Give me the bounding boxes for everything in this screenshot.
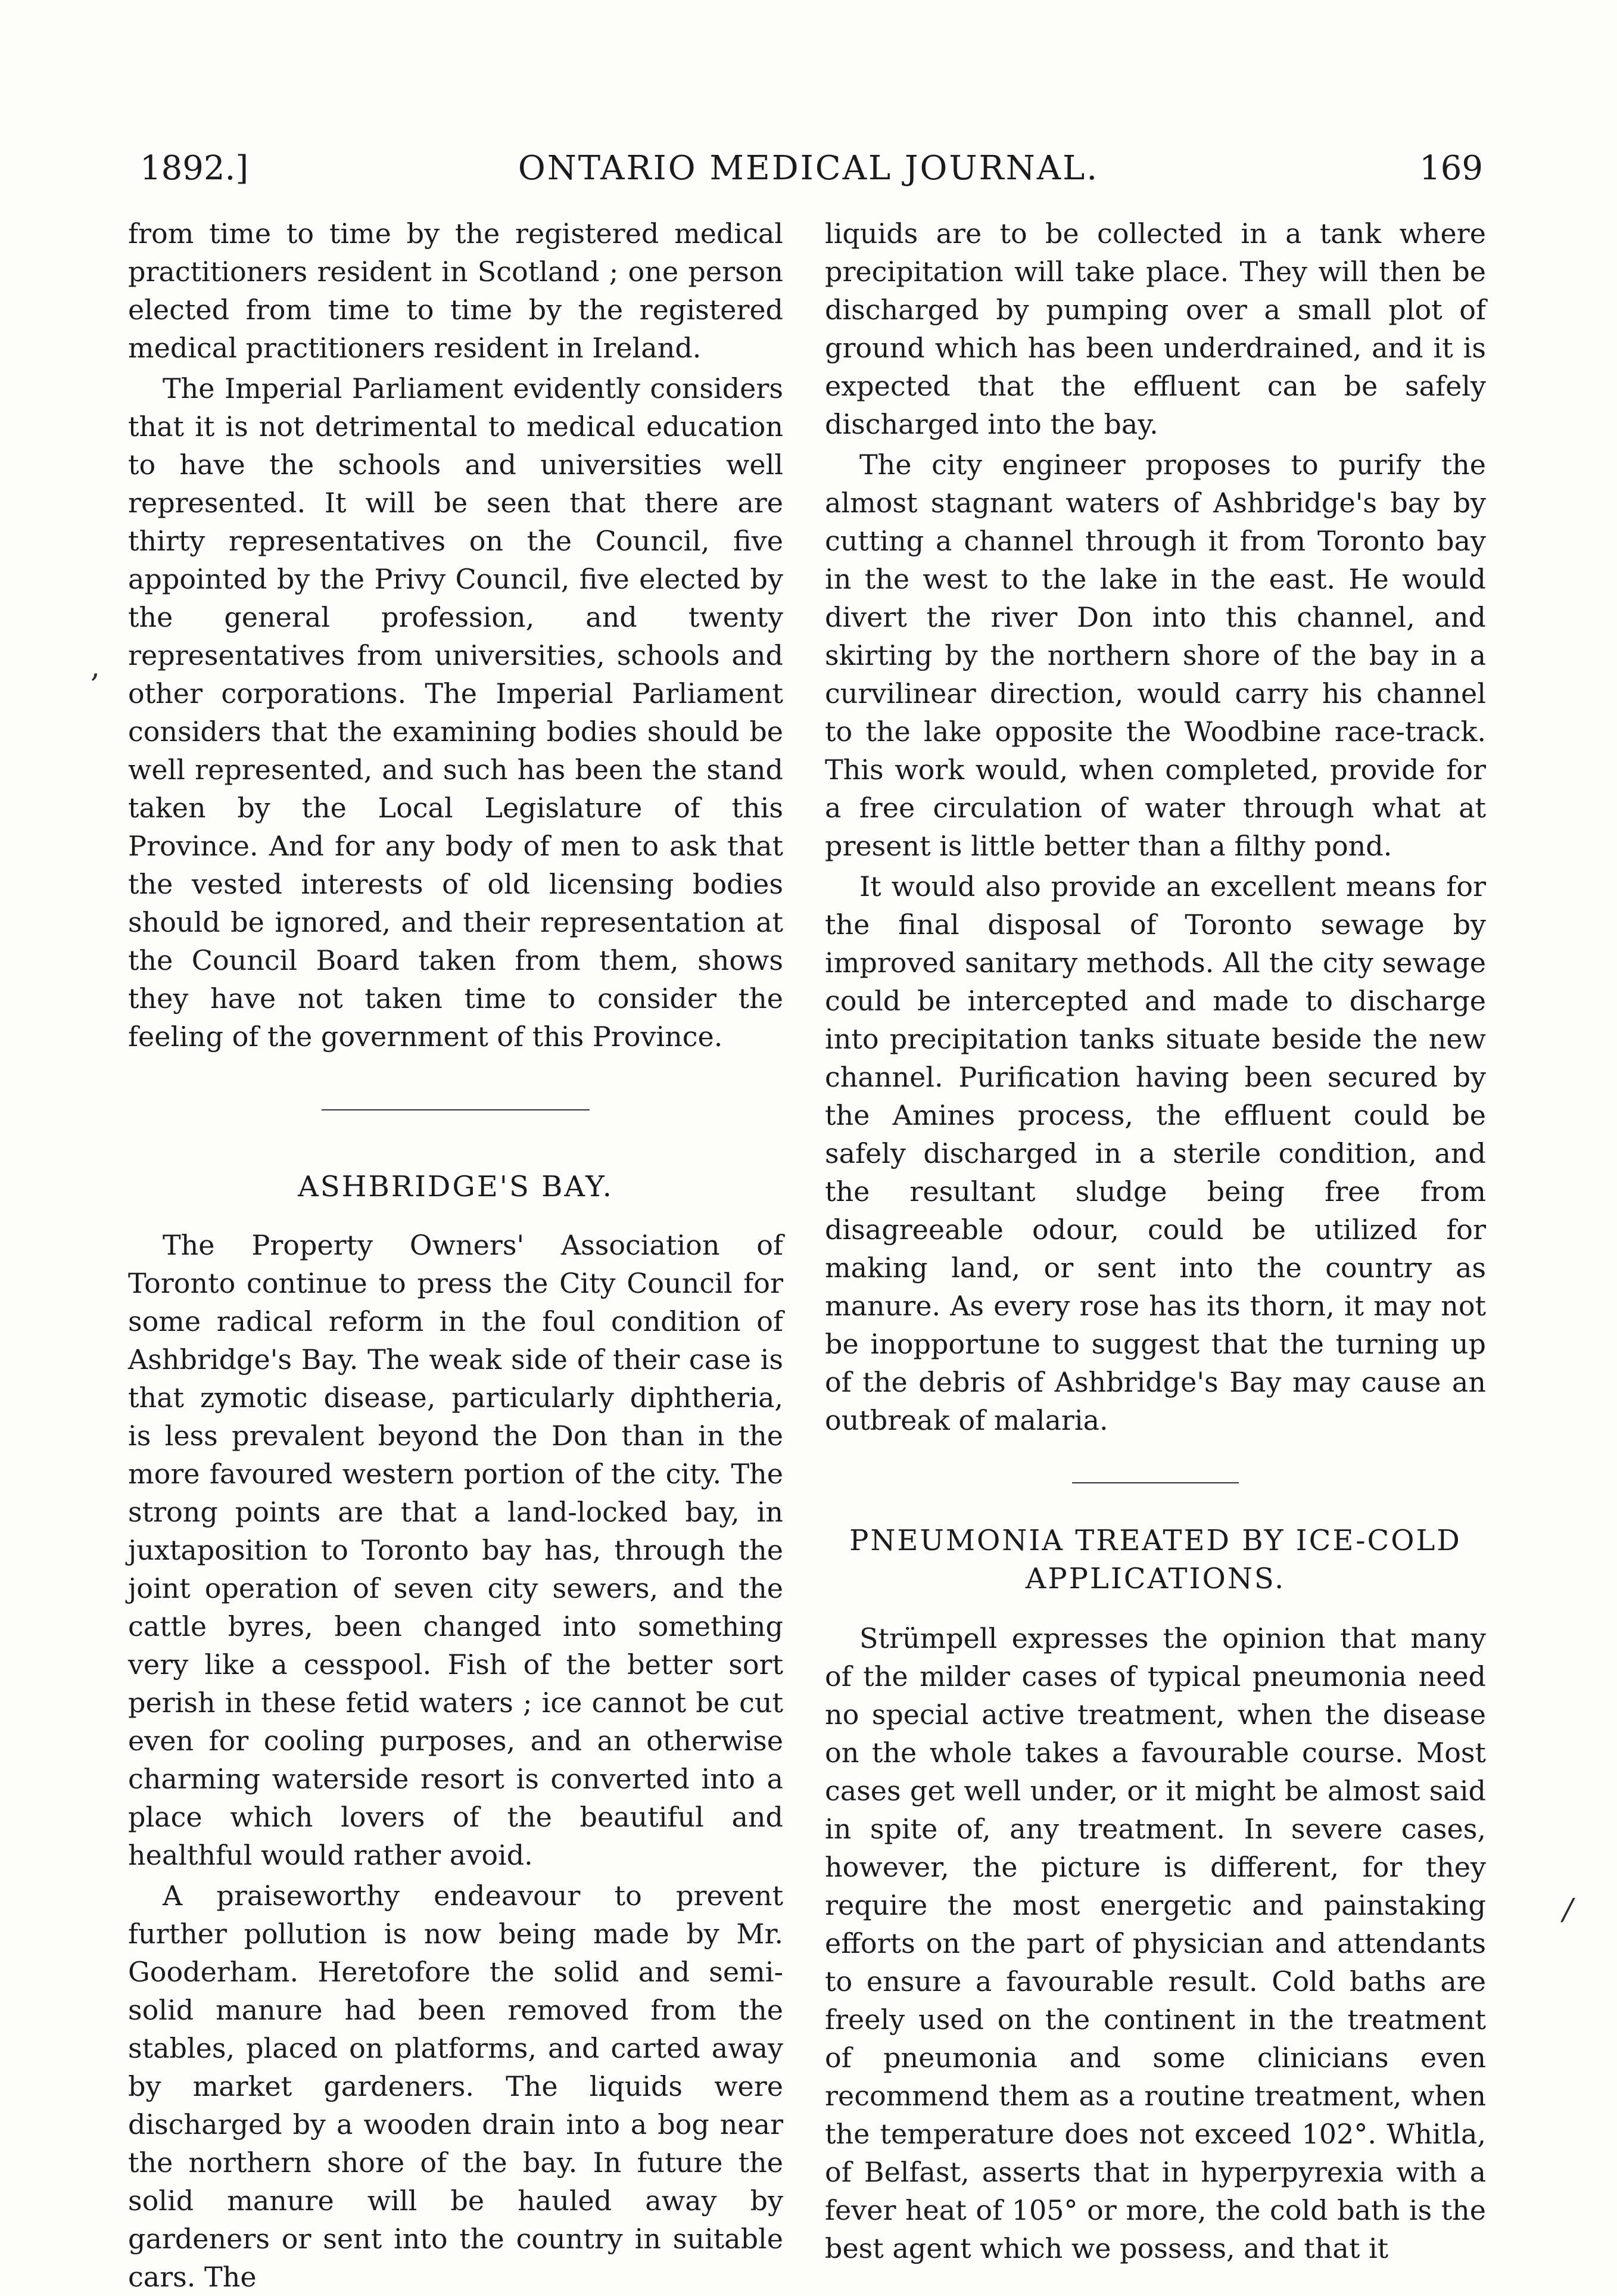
paragraph-gooderham: A praiseworthy endeavour to prevent further pollution is now being made by Mr. Gooderham. Heretofore the solid and semi-solid manure had been removed from the stables, placed on platforms, and carted away by market gardeners. The liquids were discharged by a wooden drain into a bog near the northern shore of the bay. In future the solid manure will be hauled away by gardeners or sent into the country in suitable cars. The bbox=[128, 1880, 783, 2293]
header-journal-title: ONTARIO MEDICAL JOURNAL. bbox=[518, 149, 1099, 188]
left-column bbox=[128, 214, 783, 2296]
paragraph-imperial-parliament: The Imperial Parliament evidently considers that it is not detrimental to medical education to have the schools and universities well represented. It will be seen that there are thirty representatives on the Council, five appointed by the Privy Council, five elected by the general profession, and twenty representatives from universities, schools and other corporations. The Imperial Parliament considers that the examining bodies should be well represented, and such has been the stand taken by the Local Legislature of this Province. And for any body of men to ask that the vested interests of old licensing bodies should be ignored, and their representation at the Council Board taken from them, shows they have not taken time to consider the feeling of the government of this Province. bbox=[128, 372, 783, 1053]
header-page-number: 169 bbox=[1419, 149, 1483, 188]
margin-mark-left: , bbox=[91, 649, 100, 684]
heading-pneumonia-line2: APPLICATIONS. bbox=[1025, 1562, 1286, 1595]
section-divider bbox=[1072, 1482, 1239, 1483]
paragraph-property-owners: The Property Owners' Association of Toronto continue to press the City Council for some radical reform in the foul condition of Ashbridge's Bay. The weak side of their case is that zymotic disease, particularly diphtheria, is less prevalent beyond the Don than in the more favoured western portion of the city. The strong points are that a land-locked bay, in juxtaposition to Toronto bay has, through the joint operation of seven city sewers, and the cattle byres, been changed into something very like a cesspool. Fish of the better sort perish in these fetid waters ; ice cannot be cut even for cooling purposes, and an otherwise charming waterside resort is converted into a place which lovers of the beautiful and healthful would rather avoid. bbox=[128, 1229, 783, 1871]
paragraph-council-continued: from time to time by the registered medical practitioners resident in Scotland ; one person elected from time to time by the registered medical practitioners resident in Ireland. bbox=[128, 217, 783, 364]
heading-ashbridges-bay: ASHBRIDGE'S BAY. bbox=[298, 1170, 613, 1203]
header-year: 1892.] bbox=[140, 149, 249, 188]
heading-pneumonia-line1: PNEUMONIA TREATED BY ICE-COLD bbox=[849, 1524, 1462, 1557]
heading-pneumonia bbox=[825, 1522, 1486, 1598]
margin-mark-right: / bbox=[1563, 1892, 1573, 1927]
paragraph-liquids: liquids are to be collected in a tank where precipitation will take place. They will then be discharged by pumping over a small plot of ground which has been underdrained, and it is expected that the effluent can be safely discharged into the bay. bbox=[825, 217, 1486, 440]
paragraph-city-engineer: The city engineer proposes to purify the almost stagnant waters of Ashbridge's bay by cutting a channel through it from Toronto bay in the west to the lake in the east. He would divert the river Don into this channel, and skirting by the northern shore of the bay in a curvilinear direction, would carry his channel to the lake opposite the Woodbine race-track. This work would, when completed, provide for a free circulation of water through what at present is little better than a filthy pond. bbox=[825, 449, 1486, 862]
paragraph-sewage-disposal: It would also provide an excellent means for the final disposal of Toronto sewage by improved sanitary methods. All the city sewage could be intercepted and made to discharge into precipitation tanks situate beside the new channel. Purification having been secured by the Amines process, the effluent could be safely discharged in a sterile condition, and the resultant sludge being free from disagreeable odour, could be utilized for making land, or sent into the country as manure. As every rose has its thorn, it may not be inopportune to suggest that the turning up of the debris of Ashbridge's Bay may cause an outbreak of malaria. bbox=[825, 870, 1486, 1436]
running-head bbox=[0, 149, 1617, 197]
paragraph-strumpell: Strümpell expresses the opinion that many of the milder cases of typical pneumonia need no special active treatment, when the disease on the whole takes a favourable course. Most cases get well under, or it might be almost said in spite of, any treatment. In severe cases, however, the picture is different, for they require the most energetic and painstaking efforts on the part of physician and attendants to ensure a favourable result. Cold baths are freely used on the continent in the treatment of pneumonia and some clinicians even recommend them as a routine treatment, when the temperature does not exceed 102°. Whitla, of Belfast, asserts that in hyperpyrexia with a fever heat of 105° or more, the cold bath is the best agent which we possess, and that it bbox=[825, 1622, 1486, 2264]
right-column bbox=[825, 214, 1486, 2267]
section-divider bbox=[322, 1109, 590, 1110]
